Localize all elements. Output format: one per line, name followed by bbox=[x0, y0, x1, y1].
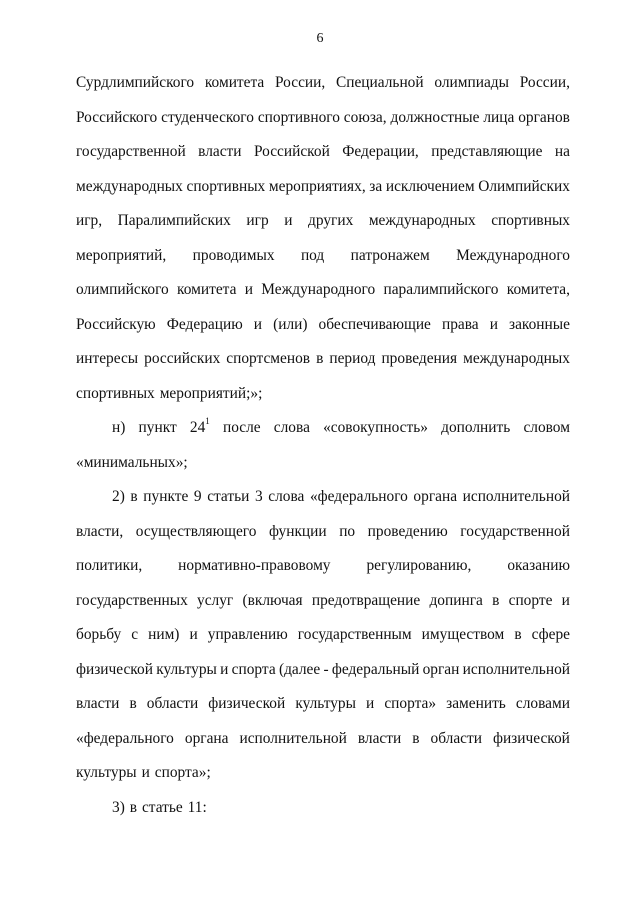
word: под bbox=[300, 246, 325, 264]
word: «совокупность» bbox=[323, 419, 428, 436]
word: «федерального bbox=[76, 729, 174, 747]
word: студенческого bbox=[161, 108, 254, 126]
word: российских bbox=[144, 350, 221, 367]
word: с bbox=[131, 626, 139, 643]
page-number: 6 bbox=[316, 31, 324, 46]
word: России, bbox=[519, 74, 570, 91]
word: спорте bbox=[508, 591, 553, 609]
word: физической bbox=[492, 729, 570, 747]
word: федеральный bbox=[331, 660, 420, 678]
text-line bbox=[76, 791, 570, 826]
word: Российской bbox=[253, 143, 330, 160]
word: олимпиады bbox=[434, 74, 509, 91]
word: комитета bbox=[177, 281, 237, 298]
word: исполнительной bbox=[239, 729, 347, 747]
text-line bbox=[76, 618, 570, 653]
word: (или) bbox=[273, 315, 308, 333]
word: статье bbox=[141, 798, 183, 816]
word: спортивного bbox=[257, 108, 340, 126]
word: 3 bbox=[254, 488, 263, 505]
word: патронажем bbox=[350, 246, 430, 264]
word: спортсменов bbox=[226, 350, 311, 367]
word: культуры bbox=[156, 660, 217, 678]
word: проводимых bbox=[192, 246, 275, 264]
word: словом bbox=[523, 419, 570, 436]
word: исполнительной bbox=[462, 660, 570, 678]
word: представляющие bbox=[431, 143, 543, 160]
word: сфере bbox=[531, 626, 570, 643]
word: законные bbox=[509, 315, 570, 333]
word: международных bbox=[368, 212, 476, 229]
word: дополнить bbox=[441, 419, 511, 436]
word: $24^1$ bbox=[189, 415, 210, 436]
text-line bbox=[76, 446, 570, 481]
word: «минимальных»; bbox=[76, 453, 188, 471]
text-line bbox=[76, 342, 570, 377]
word: области bbox=[146, 695, 199, 712]
text-line bbox=[76, 411, 570, 446]
word: функции bbox=[268, 522, 327, 540]
word: государственной bbox=[460, 522, 570, 540]
word: государственным bbox=[297, 626, 412, 643]
word: олимпийского bbox=[76, 281, 169, 298]
word: после bbox=[222, 419, 261, 436]
word: в bbox=[514, 626, 522, 643]
word: 2) bbox=[112, 488, 125, 505]
word: н) bbox=[112, 419, 126, 436]
word: и bbox=[561, 591, 570, 609]
word: Международного bbox=[456, 246, 570, 264]
word: органа bbox=[184, 729, 229, 747]
word: власти bbox=[76, 695, 120, 712]
word: спортивных bbox=[76, 384, 155, 402]
word: культуры bbox=[295, 695, 356, 712]
word: мероприятиях, bbox=[268, 177, 366, 195]
word: и bbox=[189, 626, 198, 643]
word: Федерацию bbox=[166, 315, 243, 333]
text-line bbox=[76, 377, 570, 412]
word: (далее bbox=[278, 660, 321, 678]
word: словами bbox=[515, 695, 570, 712]
word: ним) bbox=[148, 626, 180, 643]
word: государственных bbox=[76, 591, 188, 609]
word: международных bbox=[76, 177, 183, 195]
word: слова bbox=[273, 419, 310, 436]
word: период bbox=[329, 350, 376, 367]
word: проведения bbox=[381, 350, 458, 367]
word: в bbox=[316, 350, 324, 367]
word: спортивных bbox=[186, 177, 266, 195]
word: в bbox=[129, 798, 138, 816]
word: и bbox=[366, 695, 375, 712]
word: международных bbox=[463, 350, 570, 367]
word: проведению bbox=[367, 522, 448, 540]
word: заменить bbox=[446, 695, 506, 712]
word: в bbox=[130, 488, 138, 505]
word: игр, bbox=[76, 212, 103, 229]
document-body bbox=[76, 66, 570, 825]
word: на bbox=[554, 143, 570, 160]
word: спорта bbox=[231, 660, 276, 678]
word: государственной bbox=[76, 143, 186, 160]
word: и bbox=[244, 281, 253, 298]
word: спорта»; bbox=[154, 764, 211, 781]
text-line bbox=[76, 687, 570, 722]
word: регулированию, bbox=[366, 557, 472, 574]
word: союза, bbox=[343, 108, 387, 126]
word: пункте bbox=[143, 488, 189, 505]
word: власти bbox=[198, 143, 242, 160]
word: комитета, bbox=[506, 281, 570, 298]
word: оказанию bbox=[507, 557, 570, 574]
text-line bbox=[76, 204, 570, 239]
word: комитета bbox=[204, 74, 265, 91]
word: органа bbox=[413, 488, 458, 505]
text-line bbox=[76, 170, 570, 205]
word: в bbox=[129, 695, 137, 712]
word: паралимпийского bbox=[383, 281, 499, 298]
word: мероприятий;»; bbox=[159, 384, 263, 402]
word: Федерации, bbox=[342, 143, 419, 160]
word: за bbox=[369, 177, 383, 195]
word: власти bbox=[357, 729, 402, 747]
text-line bbox=[76, 239, 570, 274]
word: и bbox=[489, 315, 498, 333]
word: должностные bbox=[390, 108, 480, 126]
word: права bbox=[441, 315, 479, 333]
word: Паралимпийских bbox=[117, 212, 231, 229]
word: Олимпийских bbox=[478, 177, 570, 195]
word: области bbox=[430, 729, 482, 747]
word: спорта» bbox=[384, 695, 437, 712]
word: Сурдлимпийского bbox=[76, 74, 195, 91]
word: лица bbox=[483, 108, 515, 126]
word: и bbox=[253, 315, 263, 333]
word: обеспечивающие bbox=[318, 315, 431, 333]
text-line bbox=[76, 584, 570, 619]
word: игр bbox=[246, 212, 269, 229]
word: интересы bbox=[76, 350, 139, 367]
text-line bbox=[76, 101, 570, 136]
word: политики, bbox=[76, 557, 143, 574]
word: органов bbox=[518, 108, 570, 126]
word: и bbox=[284, 212, 293, 229]
word: предотвращение bbox=[311, 591, 421, 609]
word: Российскую bbox=[76, 315, 156, 333]
word: 11: bbox=[187, 798, 207, 816]
word: мероприятий, bbox=[76, 246, 167, 264]
word: статьи bbox=[207, 488, 250, 505]
text-line bbox=[76, 756, 570, 791]
word: слова bbox=[268, 488, 305, 505]
text-line bbox=[76, 549, 570, 584]
text-line bbox=[76, 66, 570, 101]
word: власти, bbox=[76, 522, 124, 540]
text-line bbox=[76, 722, 570, 757]
text-line bbox=[76, 273, 570, 308]
text-line bbox=[76, 135, 570, 170]
word: культуры bbox=[76, 764, 137, 781]
word: борьбу bbox=[76, 626, 122, 643]
word: исключением bbox=[385, 177, 475, 195]
word: Российского bbox=[76, 108, 158, 126]
word: 3) bbox=[112, 798, 125, 816]
word: физической bbox=[76, 660, 153, 678]
word: осуществляющего bbox=[135, 522, 257, 540]
word: орган bbox=[422, 660, 460, 678]
word: в bbox=[492, 591, 500, 609]
word: услуг bbox=[197, 591, 234, 609]
word: России, bbox=[274, 74, 326, 91]
word: имуществом bbox=[421, 626, 505, 643]
text-line bbox=[76, 515, 570, 550]
word: и bbox=[220, 660, 229, 678]
text-line bbox=[76, 308, 570, 343]
word: пункт bbox=[138, 419, 177, 436]
word: Специальной bbox=[335, 74, 424, 91]
word: исполнительной bbox=[462, 488, 570, 505]
word: спортивных bbox=[491, 212, 570, 229]
word: нормативно-правовому bbox=[178, 557, 331, 574]
word: - bbox=[323, 660, 329, 678]
word: в bbox=[412, 729, 420, 747]
word: других bbox=[308, 212, 354, 229]
word: по bbox=[339, 522, 356, 540]
word: 9 bbox=[193, 488, 202, 505]
text-line bbox=[76, 480, 570, 515]
word: физической bbox=[208, 695, 286, 712]
word: управлению bbox=[207, 626, 288, 643]
word: (включая bbox=[242, 591, 303, 609]
text-line bbox=[76, 653, 570, 688]
word: и bbox=[141, 764, 150, 781]
word: «федерального bbox=[309, 488, 408, 505]
word: допинга bbox=[429, 591, 483, 609]
word: Международного bbox=[261, 281, 376, 298]
